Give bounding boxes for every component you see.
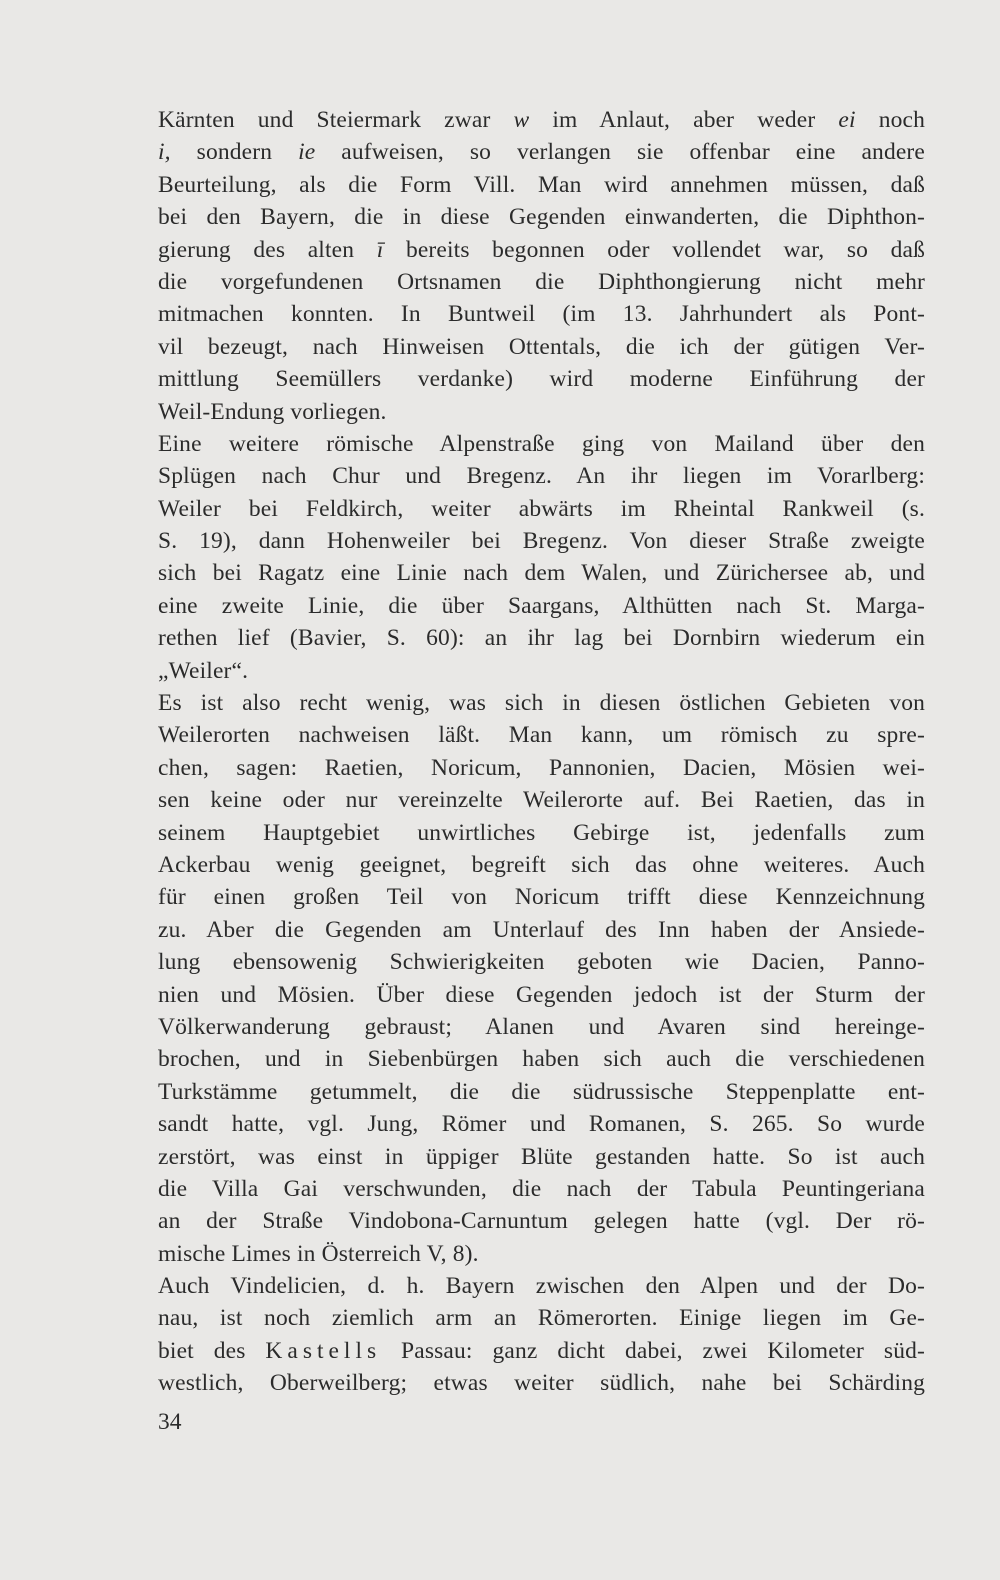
italic-text: ei [838,107,856,133]
text-line [158,719,925,751]
text-line [158,363,925,395]
text-segment: Es ist also recht wenig, was sich in diesen östlichen Gebieten von [158,690,925,717]
text-segment: vil bezeugt, nach Hinweisen Ottentals, die ich der gütigen Ver- [158,333,925,360]
text-segment: S. 19), dann Hohenweiler bei Bregenz. Von dieser Straße zweigte [158,528,925,555]
text-segment: seinem Hauptgebiet unwirtliches Gebirge ist, jedenfalls zum [158,819,925,846]
text-line [158,946,925,978]
text-segment: mitmachen konnten. In Buntweil (im 13. Jahrhundert als Pont- [158,301,925,328]
spaced-text: Kastells [265,1337,382,1364]
text-line [158,687,925,719]
text-line [158,234,925,266]
text-line [158,1076,925,1108]
text-segment: gierung des alten [158,236,377,263]
text-line [158,460,925,492]
text-segment: bereits begonnen oder vollendet war, so daß [383,236,926,263]
text-line [158,1011,925,1043]
text-line [158,136,925,168]
text-line [158,1367,925,1399]
text-segment: biet des [158,1337,266,1364]
text-segment: Splügen nach Chur und Bregenz. An ihr liegen im Vorarlberg: [158,463,925,490]
text-line [158,266,925,298]
text-segment: Weilerorten nachweisen läßt. Man kann, um römisch zu spre- [158,722,925,749]
text-segment: mische Limes in Österreich V, 8). [158,1240,479,1267]
text-segment: bei den Bayern, die in diese Gegenden einwanderten, die Diphthon- [158,204,925,231]
text-segment: chen, sagen: Raetien, Noricum, Pannonien, Dacien, Mösien wei- [158,754,925,781]
text-segment: Eine weitere römische Alpenstraße ging von Mailand über den [158,430,925,457]
body-text [158,104,925,1400]
page-number: 34 [158,1409,182,1435]
text-line [158,331,925,363]
text-line [158,784,925,816]
text-line [158,655,925,687]
text-line [158,590,925,622]
text-segment: Beurteilung, als die Form Vill. Man wird annehmen müssen, daß [158,171,925,198]
text-segment: sen keine oder nur vereinzelte Weilerorte auf. Bei Raetien, das in [158,787,925,814]
text-line [158,298,925,330]
text-segment: Passau: ganz dicht dabei, zwei Kilometer süd- [381,1337,925,1364]
text-line [158,1238,925,1270]
text-line [158,1141,925,1173]
text-segment: sich bei Ragatz eine Linie nach dem Walen, und Zürichersee ab, und [158,560,925,587]
text-segment: Turkstämme getummelt, die die südrussische Steppenplatte ent- [158,1078,925,1105]
text-line [158,201,925,233]
text-segment: Kärnten und Steiermark zwar [158,107,514,133]
italic-text: ī [376,236,384,263]
text-line [158,1173,925,1205]
text-line [158,169,925,201]
text-segment: „Weiler“. [158,657,249,684]
text-segment: zu. Aber die Gegenden am Unterlauf des Inn haben der Ansiede- [158,916,925,943]
text-segment: brochen, und in Siebenbürgen haben sich auch die verschiedenen [158,1046,925,1073]
italic-text: i, [158,139,171,166]
text-line [158,557,925,589]
text-segment: Weil-Endung vorliegen. [158,398,387,425]
text-line [158,979,925,1011]
text-segment: die Villa Gai verschwunden, die nach der Tabula Peuntingeriana [158,1175,925,1202]
text-line [158,1335,925,1367]
text-line [158,525,925,557]
text-line [158,1043,925,1075]
text-line [158,817,925,849]
text-segment: mittlung Seemüllers verdanke) wird moderne Einführung der [158,366,925,393]
text-line [158,622,925,654]
text-segment: die vorgefundenen Ortsnamen die Diphthongierung nicht mehr [158,268,925,295]
italic-text: w [513,107,530,133]
text-segment: Weiler bei Feldkirch, weiter abwärts im Rheintal Rankweil (s. [158,495,925,522]
text-line [158,428,925,460]
text-line [158,752,925,784]
text-line [158,1205,925,1237]
text-segment: zerstört, was einst in üppiger Blüte gestanden hatte. So ist auch [158,1143,925,1170]
text-segment: Auch Vindelicien, d. h. Bayern zwischen den Alpen und der Do- [158,1273,925,1300]
text-segment: noch [855,107,925,133]
text-segment: aufweisen, so verlangen sie offenbar eine andere [315,139,925,166]
text-segment: für einen großen Teil von Noricum trifft diese Kennzeichnung [158,884,925,911]
text-line [158,1270,925,1302]
italic-text: ie [298,139,316,166]
text-line [158,849,925,881]
text-segment: lung ebensowenig Schwierigkeiten geboten wie Dacien, Panno- [158,949,925,976]
text-line [158,1108,925,1140]
text-segment: Ackerbau wenig geeignet, begreift sich das ohne weiteres. Auch [158,851,925,878]
text-segment: an der Straße Vindobona-Carnuntum gelegen hatte (vgl. Der rö- [158,1208,925,1235]
text-segment: westlich, Oberweilberg; etwas weiter südlich, nahe bei Schärding [158,1370,925,1397]
text-segment: im Anlaut, aber weder [529,107,839,133]
text-segment: rethen lief (Bavier, S. 60): an ihr lag bei Dornbirn wiederum ein [158,625,925,652]
text-segment: Völkerwanderung gebraust; Alanen und Avaren sind hereinge- [158,1013,925,1040]
text-line [158,493,925,525]
text-segment: nau, ist noch ziemlich arm an Römerorten. Einige liegen im Ge- [158,1305,925,1332]
text-segment: sondern [170,139,299,166]
text-line [158,396,925,428]
text-segment: eine zweite Linie, die über Saargans, Althütten nach St. Marga- [158,592,925,619]
text-line [158,914,925,946]
text-segment: sandt hatte, vgl. Jung, Römer und Romanen, S. 265. So wurde [158,1111,925,1138]
text-segment: nien und Mösien. Über diese Gegenden jedoch ist der Sturm der [158,981,925,1008]
text-line [158,881,925,913]
text-line [158,1302,925,1334]
text-line [158,104,925,136]
